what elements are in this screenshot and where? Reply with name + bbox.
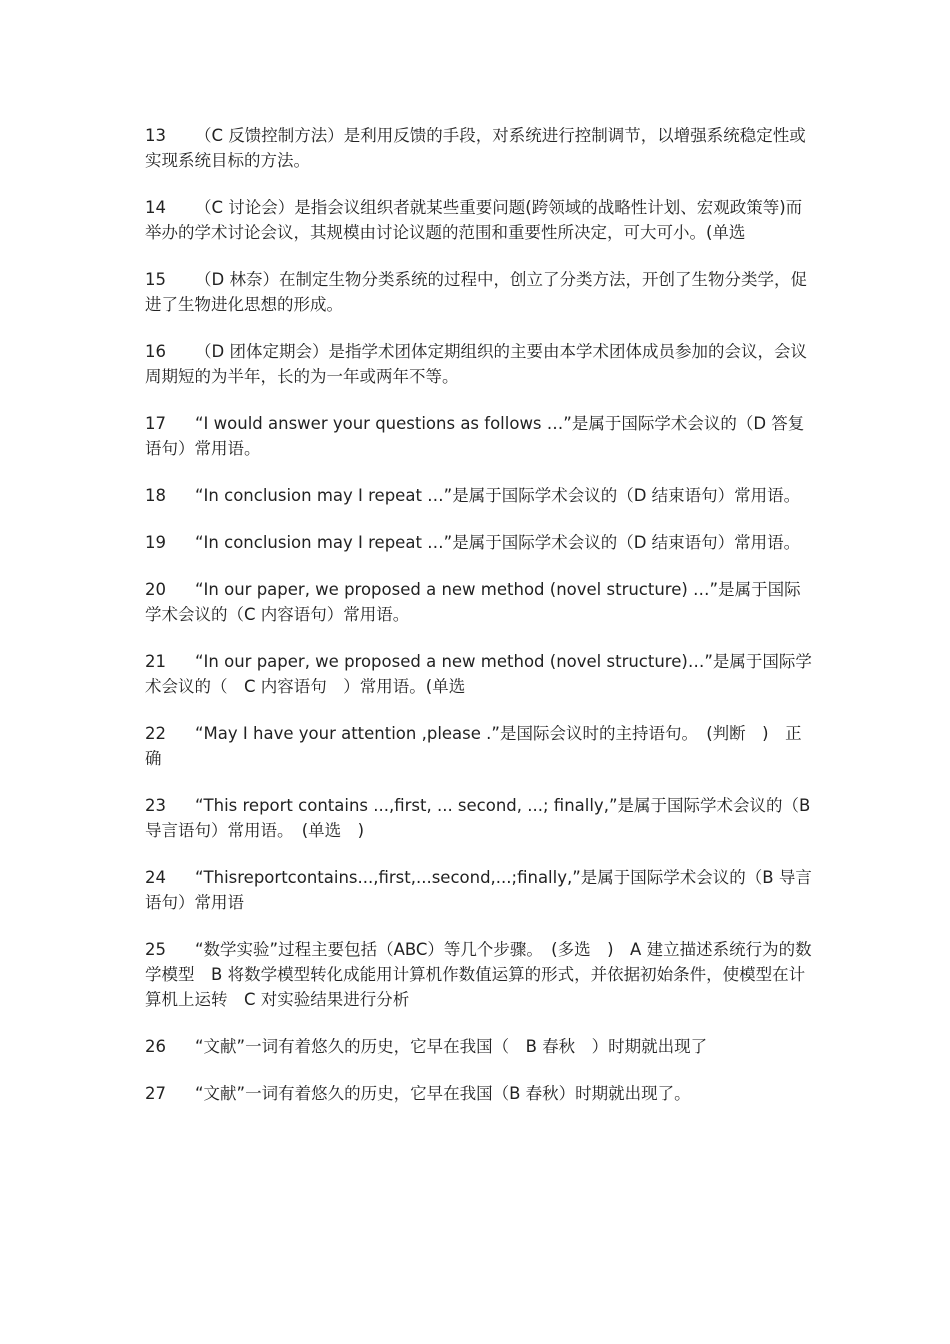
question-text: “In conclusion may I repeat …”是属于国际学术会议的（D 结束语句）常用语。 [195,486,801,505]
question-23 [145,793,813,843]
question-27 [145,1081,813,1106]
question-number: 14 [145,198,166,217]
question-number: 23 [145,796,166,815]
question-number: 26 [145,1037,166,1056]
question-20 [145,577,813,627]
question-text: “I would answer your questions as follows …”是属于国际学术会议的（D 答复语句）常用语。 [145,414,805,458]
question-text: “Thisreportcontains...,first,...second,...;finally,”是属于国际学术会议的（B 导言语句）常用语 [145,868,812,912]
question-number: 20 [145,580,166,599]
question-number: 18 [145,486,166,505]
question-text: （C 反馈控制方法）是利用反馈的手段，对系统进行控制调节，以增强系统稳定性或实现系统目标的方法。 [145,126,806,170]
question-text: “May I have your attention ,please .”是国际会议时的主持语句。 (判断 ) 正确 [145,724,802,768]
question-25 [145,937,813,1012]
question-text: “In our paper, we proposed a new method (novel structure)…”是属于国际学术会议的（ C 内容语句 ）常用语。(单选 [145,652,812,696]
question-number: 13 [145,126,166,145]
question-26 [145,1034,813,1059]
question-24 [145,865,813,915]
question-text: “文献”一词有着悠久的历史，它早在我国（B 春秋）时期就出现了。 [195,1084,691,1103]
question-number: 17 [145,414,166,433]
question-18 [145,483,813,508]
question-19 [145,530,813,555]
question-text: “数学实验”过程主要包括（ABC）等几个步骤。 (多选 ) A 建立描述系统行为的数学模型 B 将数学模型转化成能用计算机作数值运算的形式，并依据初始条件，使模型在计算机上运转 C 对实验结果进行分析 [145,940,812,1009]
question-14 [145,195,813,245]
question-21 [145,649,813,699]
question-number: 19 [145,533,166,552]
question-text: （D 团体定期会）是指学术团体定期组织的主要由本学术团体成员参加的会议，会议周期短的为半年，长的为一年或两年不等。 [145,342,807,386]
question-number: 22 [145,724,166,743]
question-number: 25 [145,940,166,959]
question-text: （D 林奈）在制定生物分类系统的过程中，创立了分类方法，开创了生物分类学，促进了生物进化思想的形成。 [145,270,807,314]
question-number: 16 [145,342,166,361]
question-text: “In conclusion may I repeat …”是属于国际学术会议的（D 结束语句）常用语。 [195,533,801,552]
document-page [145,123,813,1128]
question-number: 24 [145,868,166,887]
question-number: 27 [145,1084,166,1103]
question-text: “This report contains ...,first, ... second, ...; finally,”是属于国际学术会议的（B 导言语句）常用语。 (单选 ) [145,796,811,840]
question-number: 15 [145,270,166,289]
question-15 [145,267,813,317]
question-16 [145,339,813,389]
question-13 [145,123,813,173]
question-text: “In our paper, we proposed a new method (novel structure) …”是属于国际学术会议的（C 内容语句）常用语。 [145,580,801,624]
question-17 [145,411,813,461]
question-22 [145,721,813,771]
question-text: （C 讨论会）是指会议组织者就某些重要问题(跨领域的战略性计划、宏观政策等)而举办的学术讨论会议，其规模由讨论议题的范围和重要性所决定，可大可小。(单选 [145,198,803,242]
question-text: “文献”一词有着悠久的历史，它早在我国（ B 春秋 ）时期就出现了 [195,1037,708,1056]
question-number: 21 [145,652,166,671]
